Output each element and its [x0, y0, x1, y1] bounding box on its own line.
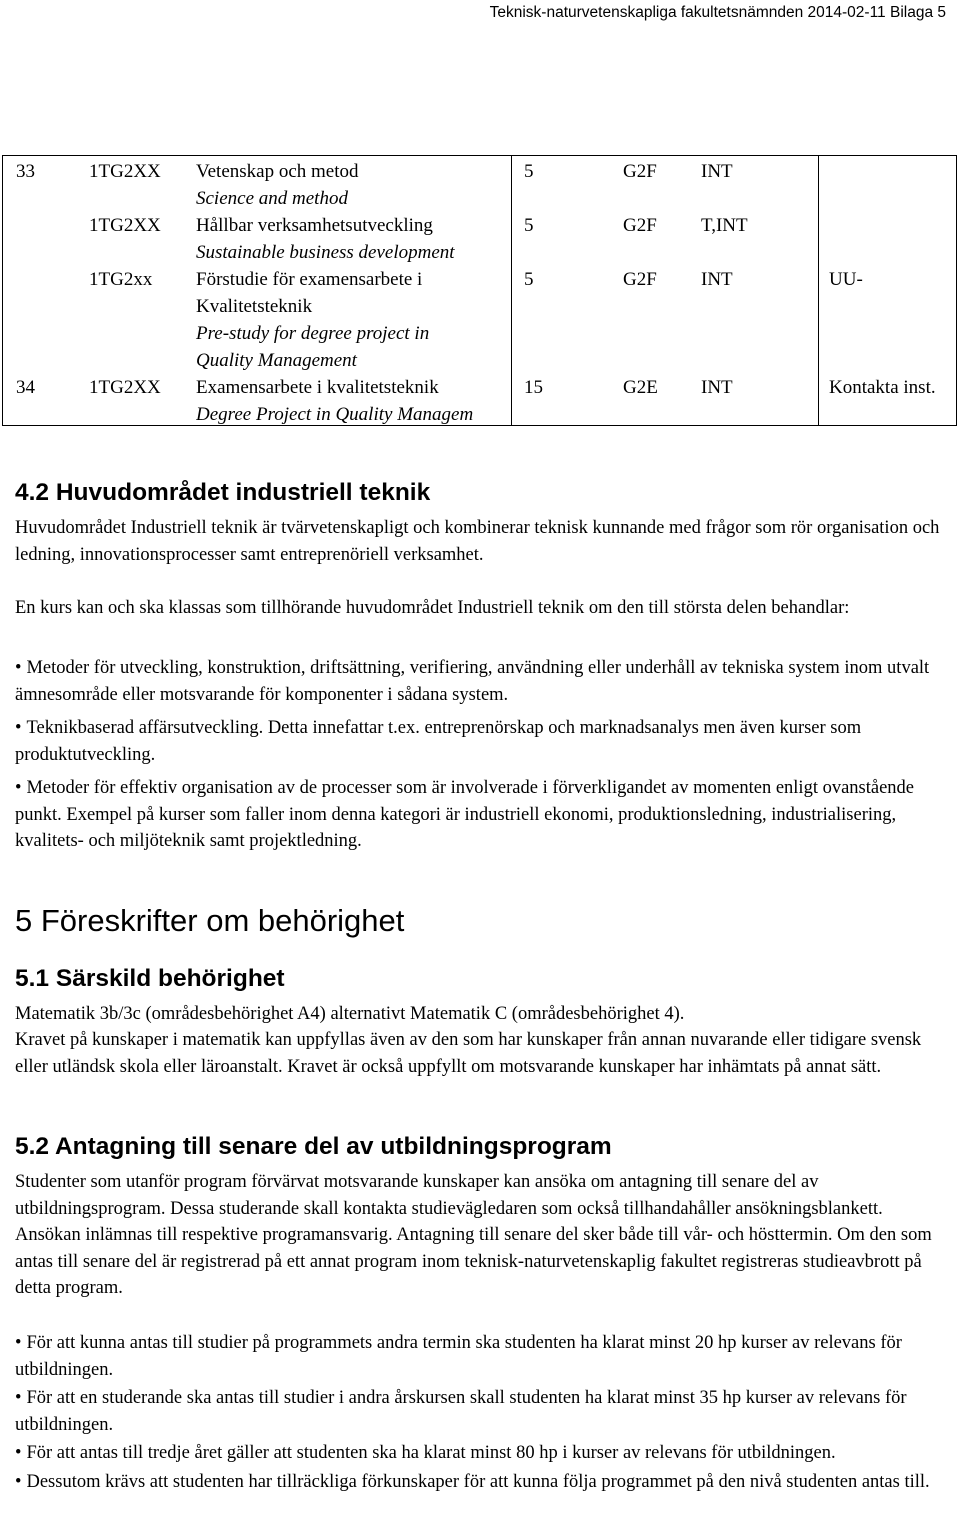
- course-credits: 5: [524, 269, 534, 290]
- paragraph: Matematik 3b/3c (områdesbehörighet A4) alternativt Matematik C (områdesbehörighet 4).: [15, 1004, 685, 1024]
- list-item: [15, 715, 950, 768]
- course-level: G2F: [623, 269, 657, 290]
- bullet-glyph: •: [15, 1471, 22, 1492]
- course-name-sv: Förstudie för examensarbete i: [196, 269, 423, 290]
- course-number: 33: [16, 161, 35, 182]
- course-name-sv: Examensarbete i kvalitetsteknik: [196, 377, 439, 398]
- bullet-glyph: •: [15, 778, 22, 798]
- course-name-en: Science and method: [196, 188, 348, 209]
- paragraph: Kravet på kunskaper i matematik kan uppfyllas även av den som har kunskaper från annan nuvarande eller tidigare svensk eller utländsk skola eller läroanstalt. Kravet är också uppfyllt om motsvarande kunskaper har inhämtats på annat sätt.: [15, 1030, 922, 1077]
- list-item: [15, 1440, 950, 1467]
- course-credits: 15: [524, 377, 543, 398]
- course-name-en: Sustainable business development: [196, 242, 455, 263]
- table-divider: [511, 156, 512, 425]
- list-item-text: Metoder för effektiv organisation av de processer som är involverade i förverkligandet av momenten enligt ovanstående punkt. Exempel på kurser som faller inom denna kategori är industriell ekonomi, produktionsledning, industrialisering, kvalitets- och miljöteknik samt projektledning.: [15, 778, 915, 851]
- course-code: 1TG2xx: [89, 269, 153, 290]
- bullet-list: [15, 1330, 950, 1495]
- page-header: Teknisk-naturvetenskapliga fakultetsnämnden 2014-02-11 Bilaga 5: [489, 4, 946, 21]
- course-level: G2F: [623, 215, 657, 236]
- course-name-en: Pre-study for degree project in: [196, 323, 430, 344]
- course-name-en: Degree Project in Quality Managem: [196, 404, 474, 425]
- course-note: UU-: [829, 269, 863, 290]
- list-item-text: Dessutom krävs att studenten har tillräckliga förkunskaper för att kunna följa programmet på den nivå studenten antas till.: [26, 1471, 930, 1492]
- course-form: T,INT: [701, 215, 748, 236]
- section-heading: 4.2 Huvudområdet industriell teknik: [15, 479, 431, 506]
- bullet-glyph: •: [15, 658, 22, 678]
- bullet-glyph: •: [15, 1333, 22, 1353]
- bullet-glyph: •: [15, 718, 22, 738]
- course-name-sv: Vetenskap och metod: [196, 161, 359, 182]
- bullet-glyph: •: [15, 1388, 22, 1408]
- subsection-heading: 5.2 Antagning till senare del av utbildningsprogram: [15, 1133, 612, 1160]
- section-heading: 5 Föreskrifter om behörighet: [15, 903, 405, 938]
- list-item-text: För att kunna antas till studier på programmets andra termin ska studenten ha klarat minst 20 hp kurser av relevans för utbildningen.: [15, 1333, 902, 1380]
- course-name-sv: Hållbar verksamhetsutveckling: [196, 215, 433, 236]
- list-item-text: För att en studerande ska antas till studier i andra årskursen skall studenten ha klarat minst 35 hp kurser av relevans för utbildningen.: [15, 1388, 907, 1435]
- list-item: [15, 1385, 950, 1438]
- bullet-glyph: •: [15, 1443, 22, 1463]
- course-form: INT: [701, 269, 733, 290]
- course-table: [2, 155, 957, 426]
- course-number: 34: [16, 377, 35, 398]
- course-credits: 5: [524, 215, 534, 236]
- list-item: [15, 1330, 950, 1383]
- course-code: 1TG2XX: [89, 377, 161, 398]
- paragraph: En kurs kan och ska klassas som tillhörande huvudområdet Industriell teknik om den till största delen behandlar:: [15, 598, 850, 618]
- list-item: [15, 1469, 950, 1496]
- list-item-text: Metoder för utveckling, konstruktion, driftsättning, verifiering, användning eller underhåll av tekniska system inom utvalt ämnesområde eller motsvarande för komponenter i sådana system.: [15, 658, 930, 705]
- table-divider: [818, 156, 819, 425]
- course-name-en: Quality Management: [196, 350, 357, 371]
- course-code: 1TG2XX: [89, 161, 161, 182]
- subsection-heading: 5.1 Särskild behörighet: [15, 965, 285, 992]
- course-form: INT: [701, 161, 733, 182]
- course-form: INT: [701, 377, 733, 398]
- course-code: 1TG2XX: [89, 215, 161, 236]
- list-item-text: Teknikbaserad affärsutveckling. Detta innefattar t.ex. entreprenörskap och marknadsanalys men även kurser som produktutveckling.: [15, 718, 862, 765]
- course-name-sv: Kvalitetsteknik: [196, 296, 313, 317]
- bullet-list: [15, 655, 950, 855]
- list-item: [15, 655, 950, 708]
- paragraph: Huvudområdet Industriell teknik är tvärvetenskapligt och kombinerar teknisk kunnande med frågor som rör organisation och ledning, innovationsprocesser samt entreprenöriell verksamhet.: [15, 518, 940, 565]
- course-level: G2E: [623, 377, 658, 398]
- list-item-text: För att antas till tredje året gäller att studenten ska ha klarat minst 80 hp i kurser av relevans för utbildningen.: [26, 1443, 836, 1463]
- course-note: Kontakta inst.: [829, 377, 936, 398]
- list-item: [15, 775, 950, 855]
- paragraph: Studenter som utanför program förvärvat motsvarande kunskaper kan ansöka om antagning till senare del av utbildningsprogram. Dessa studerande skall kontakta studievägledaren som också tillhandahåller ansökningsblankett. Ansökan inlämnas till respektive programansvarig. Antagning till senare del sker både till vår- och hösttermin. Om den som antas till senare del är registrerad på ett annat program inom teknisk-naturvetenskaplig fakultet registreras studieavbrott på detta program.: [15, 1172, 932, 1298]
- course-level: G2F: [623, 161, 657, 182]
- course-credits: 5: [524, 161, 534, 182]
